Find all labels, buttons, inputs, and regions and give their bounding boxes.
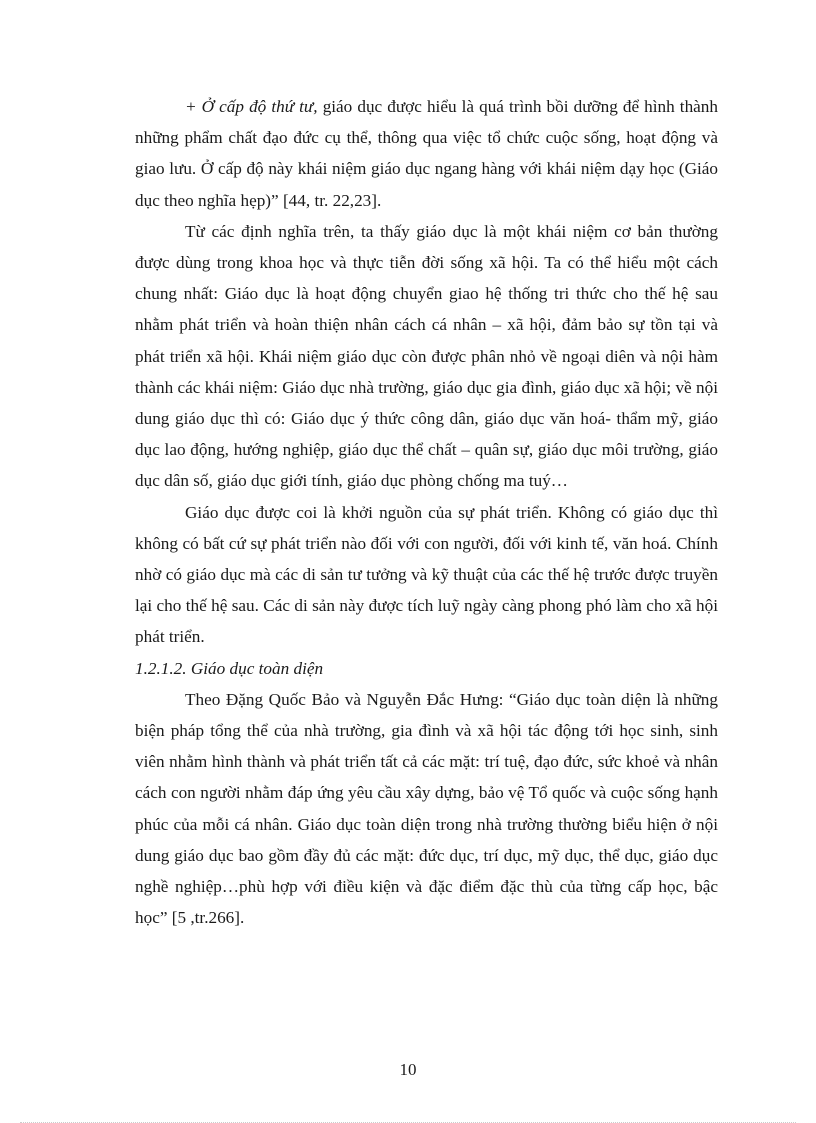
section-heading: 1.2.1.2. Giáo dục toàn diện — [135, 658, 324, 678]
page-number: 10 — [399, 1060, 417, 1079]
body-text — [135, 91, 718, 933]
paragraph-text: giáo dục được hiểu là quá trình bồi dưỡng để hình thành những phẩm chất đạo đức cụ thể, thông qua việc tổ chức cuộc sống, hoạt động và giao lưu. Ở cấp độ này khái niệm giáo dục ngang hàng với khái niệm dạy học (Giáo dục theo nghĩa hẹp)” [44, tr. 22,23]. — [135, 97, 718, 210]
paragraph-comprehensive-education: Theo Đặng Quốc Bảo và Nguyễn Đắc Hưng: “Giáo dục toàn diện là những biện pháp tổng thể của nhà trường, gia đình và xã hội tác động tới học sinh, sinh viên nhằm hình thành và phát triển tất cả các mặt: trí tuệ, đạo đức, sức khoẻ và nhân cách con người nhằm đáp ứng yêu cầu xây dựng, bảo vệ Tổ quốc và cuộc sống hạnh phúc của mỗi cá nhân. Giáo dục toàn diện trong nhà trường thường biểu hiện ở nội dung giáo dục bao gồm đầy đủ các mặt: đức dục, trí dục, mỹ dục, thể dục, giáo dục nghề nghiệp…phù hợp với điều kiện và đặc điểm đặc thù của từng cấp học, bậc học” [5 ,tr.266]. — [135, 689, 718, 928]
paragraph-education-origin: Giáo dục được coi là khởi nguồn của sự phát triển. Không có giáo dục thì không có bất cứ sự phát triển nào đối với con người, đối với kinh tế, văn hoá. Chính nhờ có giáo dục mà các di sản tư tưởng và kỹ thuật của các thế hệ trước được truyền lại cho thế hệ sau. Các di sản này được tích luỹ ngày càng phong phó làm cho xã hội phát triển. — [135, 502, 718, 647]
paragraph-lead-italic: + Ở cấp độ thứ tư, — [185, 97, 318, 116]
paragraph-level-four — [135, 91, 718, 216]
paragraph-definition-summary: Từ các định nghĩa trên, ta thấy giáo dục là một khái niệm cơ bản thường được dùng trong khoa học và thực tiễn đời sống xã hội. Ta có thể hiểu một cách chung nhất: Giáo dục là hoạt động chuyển giao hệ thống tri thức cho thế hệ sau nhằm phát triển và hoàn thiện nhân cách cá nhân – xã hội, đảm bảo sự tồn tại và phát triển xã hội. Khái niệm giáo dục còn được phân nhỏ về ngoại diên và nội hàm thành các khái niệm: Giáo dục nhà trường, giáo dục gia đình, giáo dục xã hội; về nội dung giáo dục thì có: Giáo dục ý thức công dân, giáo dục văn hoá- thẩm mỹ, giáo dục lao động, hướng nghiệp, giáo dục thể chất – quân sự, giáo dục môi trường, giáo dục dân số, giáo dục giới tính, giáo dục phòng chống ma tuý… — [135, 221, 718, 491]
